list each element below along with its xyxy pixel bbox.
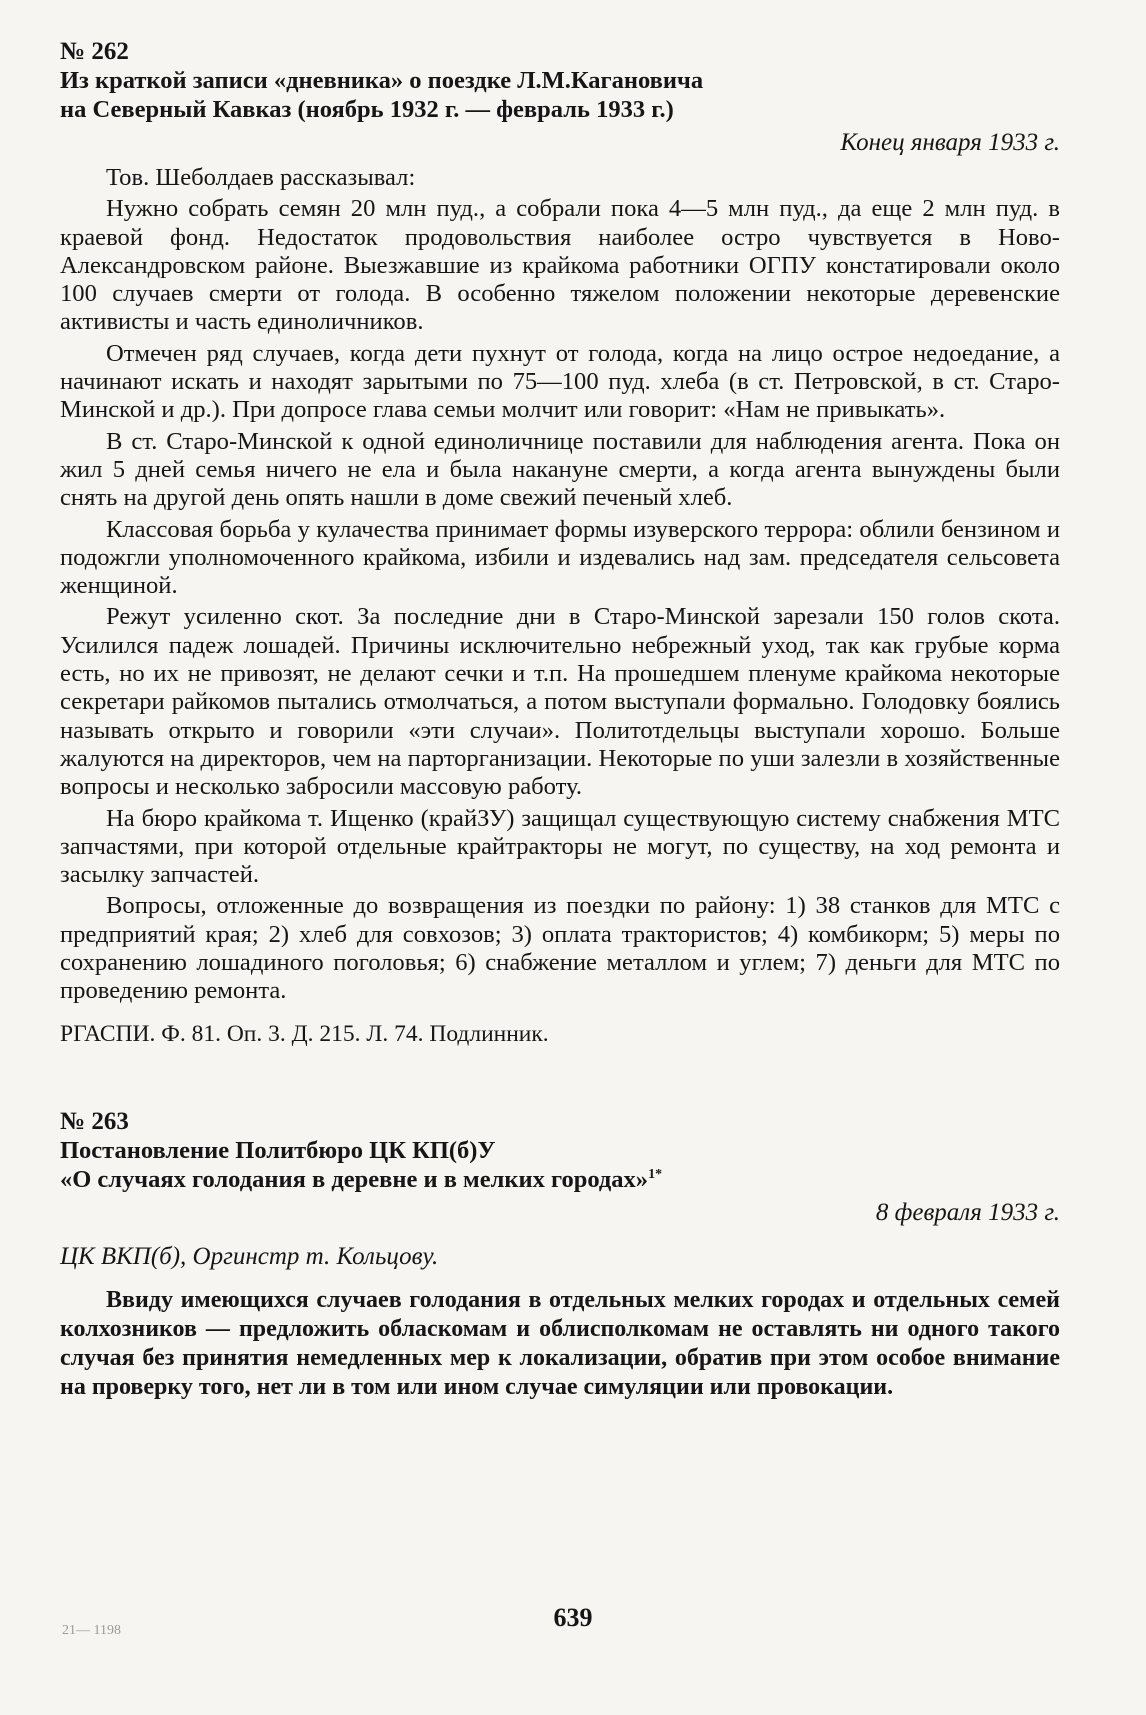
document-title-line-1: Из краткой записи «дневника» о поездке Л.М.Кагановича [60,67,704,94]
paragraph: Классовая борьба у кулачества принимает формы изуверского террора: облили бензином и подожгли уполномоченного крайкома, избили и издевались над зам. председателя сельсовета женщиной. [60,515,1060,600]
resolution-paragraph: Ввиду имеющихся случаев голодания в отдельных мелких городах и отдельных семей колхозников — предложить обласкомам и облисполкомам не оставлять ни одного такого случая без принятия немедленных мер к локализации, обратив при этом особое внимание на проверку того, нет ли в том или ином случае симуляции или провокации. [60,1286,1060,1400]
print-signature-mark: 21— 1198 [62,1623,121,1638]
archive-source: РГАСПИ. Ф. 81. Оп. 3. Д. 215. Л. 74. Подлинник. [60,1020,549,1047]
document-date: Конец января 1933 г. [840,129,1060,156]
document-title-line-1: Постановление Политбюро ЦК КП(б)У [60,1136,496,1164]
document-number: № 263 [60,1107,129,1135]
paragraph: На бюро крайкома т. Ищенко (крайЗУ) защищал существующую систему снабжения МТС запчастями, при которой отдельные крайтракторы не могут, по существу, на ход ремонта и засылку запчастей. [60,804,1060,889]
paragraph: Тов. Шеболдаев рассказывал: [106,164,416,191]
document-title-text: «О случаях голодания в деревне и в мелких городах» [60,1165,649,1193]
paragraph: Режут усиленно скот. За последние дни в Старо-Минской зарезали 150 голов скота. Усилился падеж лошадей. Причины исключительно небрежный уход, так как грубые корма есть, но их не привозят, не делают сечки и т.п. На прошедшем пленуме крайкома некоторые секретари райкомов пытались отмолчаться, а потом выступали формально. Голодовку боялись называть открыто и говорили «эти случаи». Политотдельцы выступали хорошо. Больше жалуются на директоров, чем на парторганизации. Некоторые по уши залезли в хозяйственные вопросы и несколько забросили массовую работу. [60,603,1060,801]
paragraph: Нужно собрать семян 20 млн пуд., а собрали пока 4—5 млн пуд., да еще 2 млн пуд. в краевой фонд. Недостаток продовольствия наиболее остро чувствуется в Ново-Александровском районе. Выезжавшие из крайкома работники ОГПУ констатировали около 100 случаев смерти от голода. В особенно тяжелом положении некоторые деревенские активисты и часть единоличников. [60,195,1060,336]
page-body [60,38,1060,1402]
paragraph: Отмечен ряд случаев, когда дети пухнут от голода, когда на лицо острое недоедание, а начинают искать и находят зарытыми по 75—100 пуд. хлеба (в ст. Петровской, в ст. Старо-Минской и др.). При допросе глава семьи молчит или говорит: «Нам не привыкать». [60,339,1060,424]
page-number: 639 [553,1603,593,1632]
document-date: 8 февраля 1933 г. [875,1198,1060,1226]
addressee: ЦК ВКП(б), Оргинстр т. Кольцову. [60,1242,439,1270]
paragraph: В ст. Старо-Минской к одной единоличнице поставили для наблюдения агента. Пока он жил 5 дней семья ничего не ела и была накануне смерти, а когда агента вынуждены были снять на другой день опять нашли в доме свежий печеный хлеб. [60,427,1060,512]
document-263 [60,1108,1060,1402]
footnote-mark: 1* [648,1166,663,1182]
document-title-line-2 [60,1165,1060,1194]
section-gap [60,1048,1060,1108]
paragraph: Вопросы, отложенные до возвращения из поездки по району: 1) 38 станков для МТС с предприятий края; 2) хлеб для совхозов; 3) оплата трактористов; 4) комбикорм; 5) меры по сохранению лошадиного поголовья; 6) снабжение металлом и углем; 7) деньги для МТС по проведению ремонта. [60,892,1060,1005]
document-262 [60,38,1060,1048]
document-number: № 262 [60,38,129,65]
document-title-line-2: на Северный Кавказ (ноябрь 1932 г. — февраль 1933 г.) [60,96,674,123]
